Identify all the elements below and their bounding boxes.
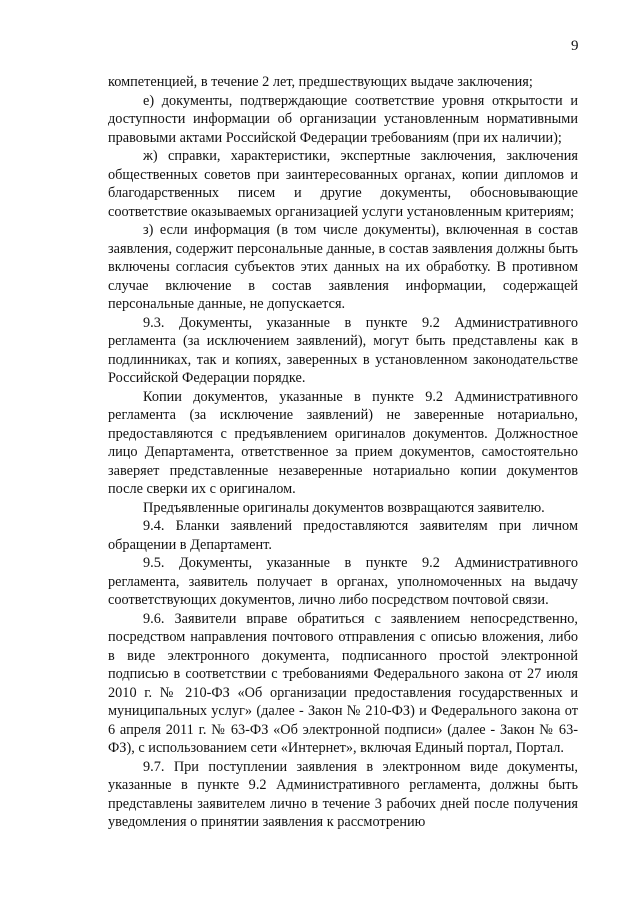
paragraph-9-5: 9.5. Документы, указанные в пункте 9.2 Административного регламента, заявитель получает в органах, уполномоченных на выдачу соответствующих документов, лично либо посредством почтовой связи. bbox=[108, 555, 578, 608]
page-number: 9 bbox=[571, 38, 579, 54]
paragraph-9-6: 9.6. Заявители вправе обратиться с заявлением непосредственно, посредством направления почтового отправления с описью вложения, либо в виде электронного документа, подписанного простой электронной подписью в соответствии с требованиями Федерального закона от 27 июля 2010 г. № 210-ФЗ «Об организации предоставления государственных и муниципальных услуг» (далее - Закон № 210-ФЗ) и Федерального закона от 6 апреля 2011 г. № 63-ФЗ «Об электронной подписи» (далее - Закон № 63-ФЗ), с использованием сети «Интернет», включая Единый портал, Портал. bbox=[108, 610, 578, 756]
paragraph-9-4: 9.4. Бланки заявлений предоставляются заявителям при личном обращении в Департамент. bbox=[108, 518, 578, 553]
paragraph-9-7: 9.7. При поступлении заявления в электронном виде документы, указанные в пункте 9.2 Административного регламента, должны быть представлены заявителем лично в течение 3 рабочих дней после получения уведомления о принятии заявления к рассмотрению bbox=[108, 758, 578, 830]
paragraph-item-zh: ж) справки, характеристики, экспертные заключения, заключения общественных советов при заинтересованных органах, копии дипломов и благодарственных писем и другие документы, обосновывающие соответствие оказываемых организацией услуги установленным критериям; bbox=[108, 148, 578, 220]
paragraph-item-z: з) если информация (в том числе документы), включенная в состав заявления, содержит персональные данные, в состав заявления должны быть включены согласия субъектов этих данных на их обработку. В противном случае включение в состав заявления информации, содержащей персональные данные, не допускается. bbox=[108, 222, 578, 312]
document-body bbox=[108, 73, 578, 832]
paragraph-9-3: 9.3. Документы, указанные в пункте 9.2 Административного регламента (за исключением заявлений), могут быть представлены как в подлинниках, так и копиях, заверенных в установленном законодательстве Российской Федерации порядке. bbox=[108, 314, 578, 386]
paragraph-originals-returned: Предъявленные оригиналы документов возвращаются заявителю. bbox=[143, 499, 545, 516]
paragraph-continuation: компетенцией, в течение 2 лет, предшествующих выдаче заключения; bbox=[108, 74, 533, 90]
paragraph-item-e: е) документы, подтверждающие соответствие уровня открытости и доступности информации об организации установленным нормативными правовыми актами Российской Федерации требованиям (при их наличии); bbox=[108, 92, 578, 146]
paragraph-copies: Копии документов, указанные в пункте 9.2 Административного регламента (за исключение заявлений) не заверенные нотариально, предоставляются с предъявлением оригиналов документов. Должностное лицо Департамента, ответственное за прием документов, самостоятельно заверяет представленные незаверенные нотариально копии документов после сверки их с оригиналом. bbox=[108, 388, 578, 497]
